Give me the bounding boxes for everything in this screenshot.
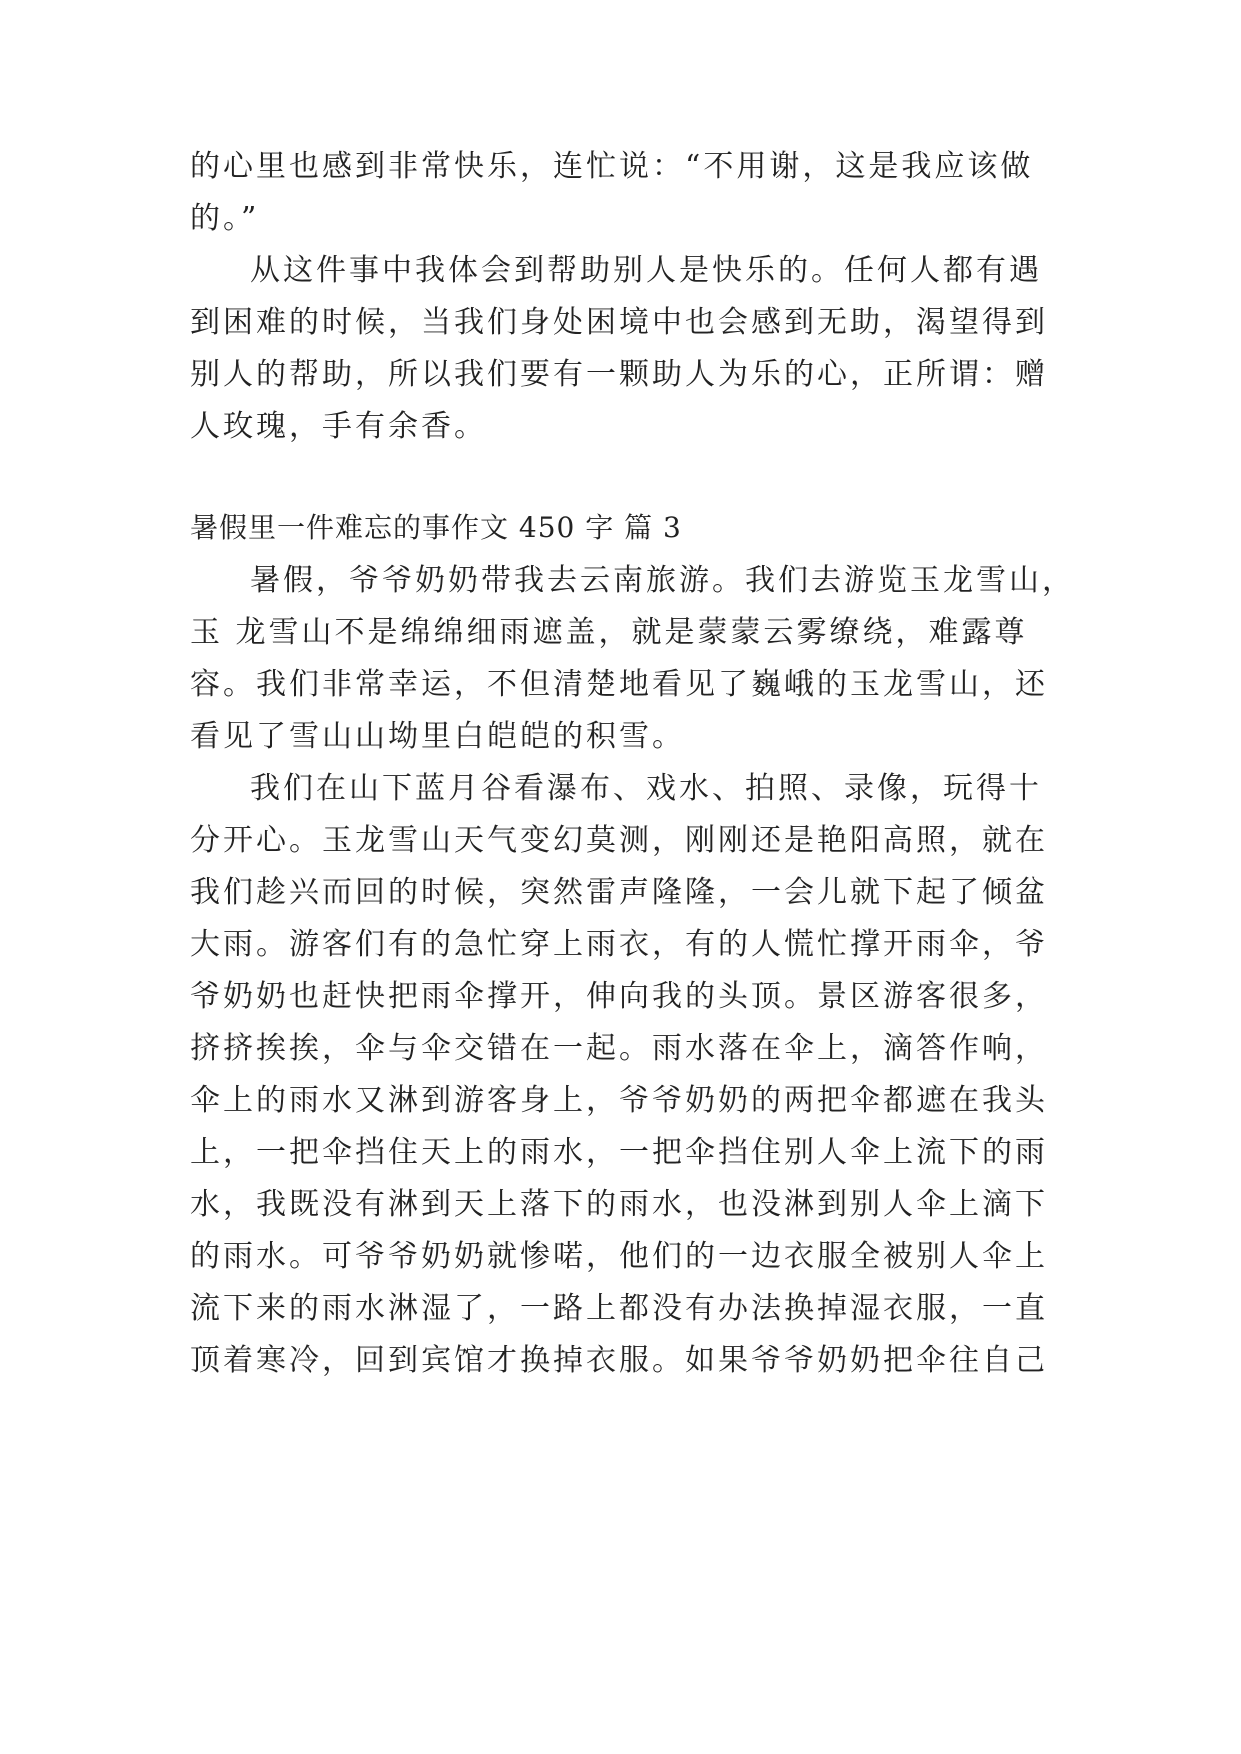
text-line: 到困难的时候，当我们身处困境中也会感到无助，渴望得到 bbox=[190, 305, 1048, 340]
text-line: 我们趁兴而回的时候，突然雷声隆隆，一会儿就下起了倾盆 bbox=[190, 875, 1048, 910]
text-line: 水，我既没有淋到天上落下的雨水，也没淋到别人伞上滴下 bbox=[190, 1187, 1048, 1222]
text-line: 伞上的雨水又淋到游客身上，爷爷奶奶的两把伞都遮在我头 bbox=[190, 1083, 1048, 1118]
text-line: 暑假，爷爷奶奶带我去云南旅游。我们去游览玉龙雪山， bbox=[250, 563, 1075, 598]
text-line: 的心里也感到非常快乐，连忙说：“不用谢，这是我应该做 bbox=[190, 149, 1034, 184]
text-line: 玉 龙雪山不是绵绵细雨遮盖，就是蒙蒙云雾缭绕，难露尊 bbox=[190, 615, 1028, 650]
text-line: 上，一把伞挡住天上的雨水，一把伞挡住别人伞上流下的雨 bbox=[190, 1135, 1048, 1170]
section-title: 暑假里一件难忘的事作文 450 字 篇 3 bbox=[190, 511, 682, 544]
text-line: 流下来的雨水淋湿了，一路上都没有办法换掉湿衣服，一直 bbox=[190, 1291, 1048, 1326]
text-line: 从这件事中我体会到帮助别人是快乐的。任何人都有遇 bbox=[250, 253, 1042, 288]
text-line: 容。我们非常幸运，不但清楚地看见了巍峨的玉龙雪山，还 bbox=[190, 667, 1048, 702]
text-line: 的。” bbox=[190, 201, 260, 236]
text-line: 看见了雪山山坳里白皑皑的积雪。 bbox=[190, 719, 685, 754]
text-line: 顶着寒冷，回到宾馆才换掉衣服。如果爷爷奶奶把伞往自己 bbox=[190, 1343, 1048, 1378]
text-line: 分开心。玉龙雪山天气变幻莫测，刚刚还是艳阳高照，就在 bbox=[190, 823, 1048, 858]
text-line: 别人的帮助，所以我们要有一颗助人为乐的心，正所谓：赠 bbox=[190, 357, 1048, 392]
text-line: 的雨水。可爷爷奶奶就惨喏，他们的一边衣服全被别人伞上 bbox=[190, 1239, 1048, 1274]
text-line: 大雨。游客们有的急忙穿上雨衣，有的人慌忙撑开雨伞，爷 bbox=[190, 927, 1048, 962]
text-line: 人玫瑰，手有余香。 bbox=[190, 409, 487, 444]
text-line: 爷奶奶也赶快把雨伞撑开，伸向我的头顶。景区游客很多， bbox=[190, 979, 1048, 1014]
text-line: 我们在山下蓝月谷看瀑布、戏水、拍照、录像，玩得十 bbox=[250, 771, 1042, 806]
text-line: 挤挤挨挨，伞与伞交错在一起。雨水落在伞上，滴答作响， bbox=[190, 1031, 1048, 1066]
